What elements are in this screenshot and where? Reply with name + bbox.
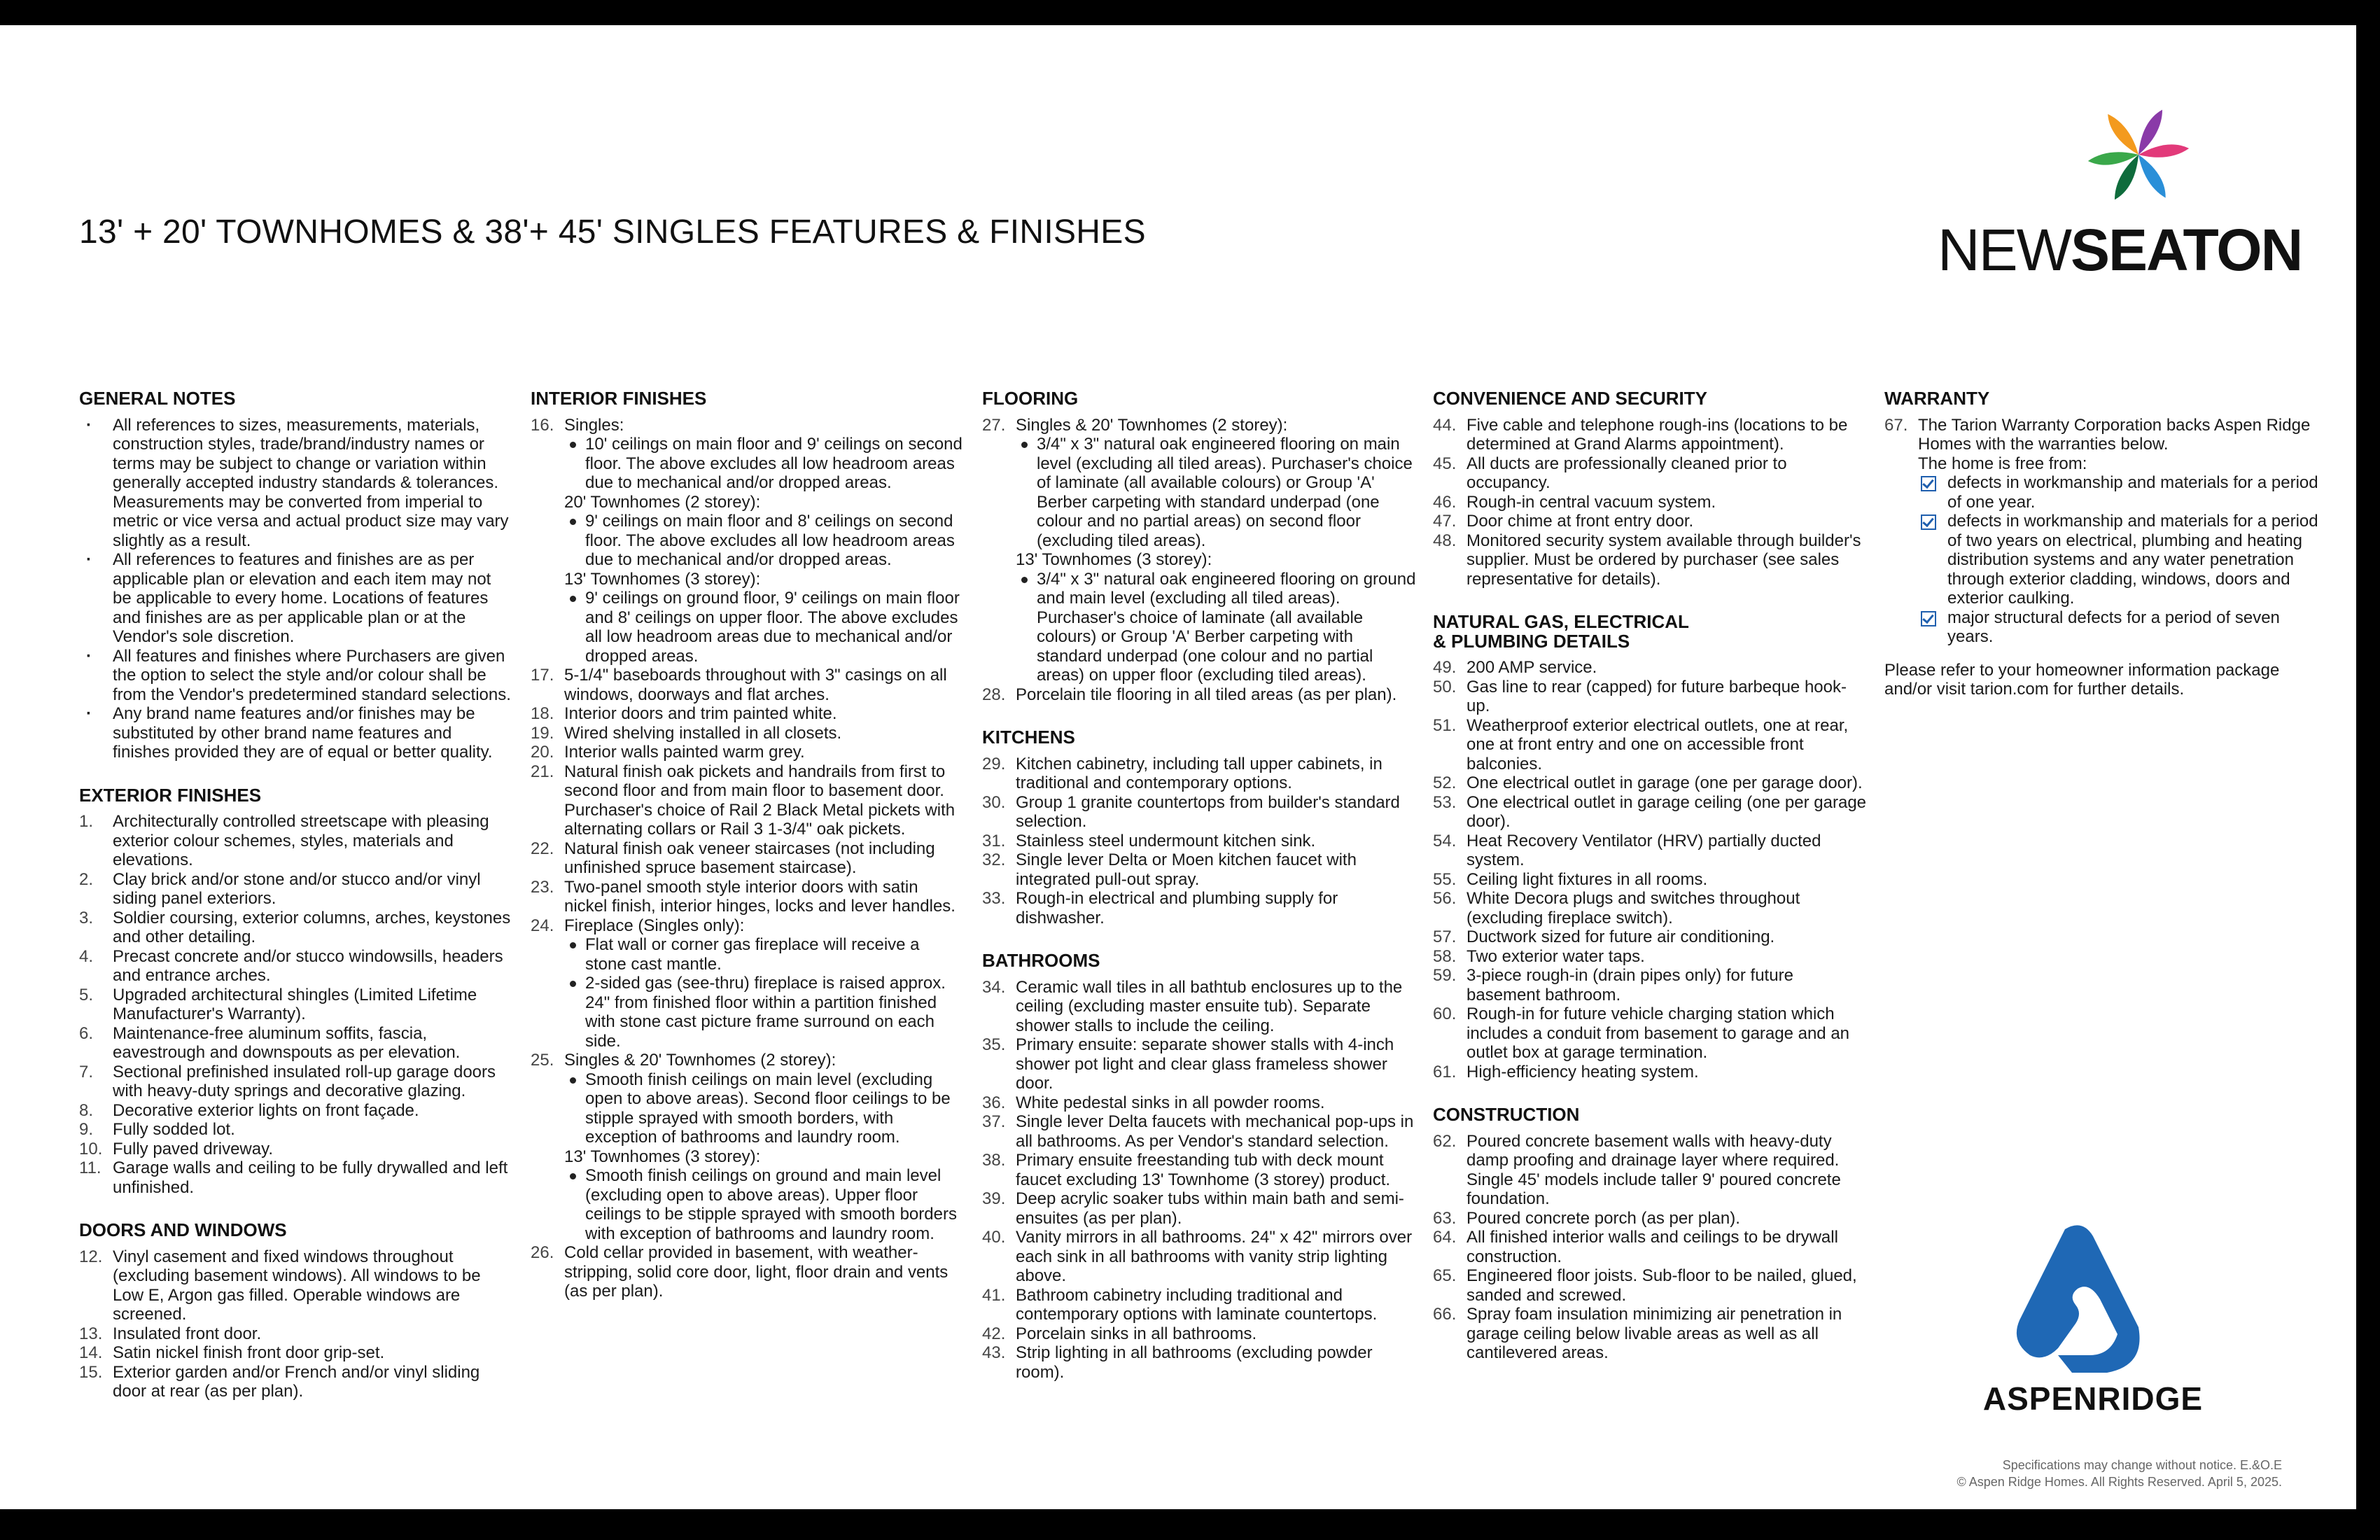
section-bathrooms — [982, 951, 1416, 1382]
section-exterior-finishes — [79, 786, 513, 1198]
list-item — [79, 1363, 513, 1401]
list-item — [1884, 416, 2318, 454]
section-convenience-security — [1433, 389, 1867, 589]
list-item — [531, 704, 965, 724]
item-number: 7. — [79, 1062, 94, 1082]
item-number: 30. — [982, 792, 1006, 812]
sub-heading: 13' Townhomes (3 storey): — [1016, 550, 1212, 569]
list-item — [1433, 889, 1867, 927]
column-1 — [79, 389, 513, 1425]
sub-item: 3/4" x 3" natural oak engineered flooring on main level (excluding all tiled areas). Purchaser's choice of laminate (all available colours) or Group 'A' Berber carpeting with standard underpad (one colour and no partial areas) on second floor (excluding tiled areas). — [982, 435, 1416, 550]
brand-prefix: NEW — [1938, 217, 2071, 283]
item-number: 12. — [79, 1247, 103, 1266]
item-number: 33. — [982, 889, 1006, 908]
item-number: 26. — [531, 1243, 554, 1262]
item-text: Single lever Delta faucets with mechanical pop-ups in all bathrooms. As per Vendor's standard selection. — [1016, 1112, 1414, 1151]
item-text: Interior doors and trim painted white. — [564, 704, 837, 723]
column-4 — [1433, 389, 1867, 1387]
item-text: Vanity mirrors in all bathrooms. 24" x 42" mirrors over each sink in all bathrooms with vanity strip lighting above. — [1016, 1228, 1413, 1285]
sub-heading: 20' Townhomes (2 storey): — [564, 492, 761, 512]
item-text: Architecturally controlled streetscape with pleasing exterior colour schemes, styles, materials and elevations. — [113, 812, 489, 869]
item-text: Primary ensuite: separate shower stalls with 4-inch shower pot light and clear glass frameless shower door. — [1016, 1035, 1394, 1093]
list-item — [531, 1243, 965, 1301]
item-number: 36. — [982, 1093, 1006, 1112]
list-item — [1433, 966, 1867, 1004]
list-item — [79, 1101, 513, 1121]
item-text: Singles: — [564, 415, 624, 435]
item-number: 31. — [982, 831, 1006, 850]
sub-heading: 13' Townhomes (3 storey): — [564, 569, 761, 589]
list-item — [1433, 416, 1867, 454]
item-text: Poured concrete basement walls with heavy-duty damp proofing and drainage layer where required. Single 45' models include taller 9' poured concrete foundation. — [1466, 1131, 1841, 1208]
checkbox-icon — [1921, 476, 1936, 491]
section-construction — [1433, 1105, 1867, 1363]
list-item — [982, 1324, 1416, 1344]
section-title: CONVENIENCE AND SECURITY — [1433, 388, 1707, 409]
list-item — [79, 1024, 513, 1063]
checkbox-icon — [1921, 611, 1936, 626]
item-text: Strip lighting in all bathrooms (excluding powder room). — [1016, 1343, 1373, 1382]
section-title-line2: & PLUMBING DETAILS — [1433, 630, 1630, 652]
item-text: Vinyl casement and fixed windows throughout (excluding basement windows). All windows to be Low E, Argon gas filled. Operable windows are screened. — [113, 1247, 481, 1324]
item-number: 3. — [79, 908, 94, 927]
footer-disclaimer — [1792, 1457, 2282, 1490]
list-item — [982, 1151, 1416, 1189]
item-text: Monitored security system available through builder's supplier. Must be ordered by purchaser (see sales representative for details). — [1466, 531, 1861, 589]
list-item — [531, 839, 965, 878]
item-text: Garage walls and ceiling to be fully drywalled and left unfinished. — [113, 1158, 508, 1197]
item-number: 65. — [1433, 1266, 1457, 1285]
list-item — [982, 1112, 1416, 1151]
checklist-text: defects in workmanship and materials for a period of two years on electrical, plumbing and heating distribution systems and any water penetration through exterior cladding, windows, doors and exterior caulking. — [1947, 512, 2318, 608]
item-number: 50. — [1433, 677, 1457, 696]
item-text: Engineered floor joists. Sub-floor to be nailed, glued, sanded and screwed. — [1466, 1266, 1857, 1305]
page-title: 13' + 20' TOWNHOMES & 38'+ 45' SINGLES FEATURES & FINISHES — [79, 214, 1146, 251]
item-number: 2. — [79, 869, 94, 889]
item-number: 43. — [982, 1343, 1006, 1362]
item-text: All ducts are professionally cleaned prior to occupancy. — [1466, 454, 1787, 492]
item-text: Singles & 20' Townhomes (2 storey): — [1016, 415, 1288, 435]
pinwheel-icon — [2087, 106, 2190, 203]
item-number: 5. — [79, 985, 94, 1004]
section-title: EXTERIOR FINISHES — [79, 784, 262, 806]
section-general-notes — [79, 389, 513, 762]
column-3 — [982, 389, 1416, 1406]
sub-item: Smooth finish ceilings on main level (excluding open to above areas). Second floor ceilings to be stipple sprayed with smooth borders, with exception of bathrooms and laundry room. — [531, 1070, 965, 1147]
list-item — [531, 1051, 965, 1070]
item-number: 28. — [982, 685, 1006, 704]
item-number: 39. — [982, 1189, 1006, 1208]
item-number: 49. — [1433, 658, 1457, 677]
checklist-item — [1884, 608, 2318, 647]
item-number: 67. — [1884, 415, 1908, 435]
list-item — [79, 1343, 513, 1363]
item-text: Spray foam insulation minimizing air penetration in garage ceiling below livable areas as well as all cantilevered areas. — [1466, 1305, 1842, 1362]
item-text: Ceramic wall tiles in all bathtub enclosures up to the ceiling (excluding master ensuite tub). Separate shower stalls to include the ceiling. — [1016, 977, 1403, 1035]
item-number: 4. — [79, 946, 94, 966]
sub-item: Flat wall or corner gas fireplace will receive a stone cast mantle. — [531, 935, 965, 974]
item-number: 59. — [1433, 966, 1457, 985]
list-item — [79, 986, 513, 1024]
sub-item: 9' ceilings on ground floor, 9' ceilings on main floor and 8' ceilings on upper floor. The above excludes all low headroom areas due to mechanical and/or dropped areas. — [531, 589, 965, 666]
list-item — [1433, 678, 1867, 716]
list-item — [982, 1189, 1416, 1228]
item-text: Single lever Delta or Moen kitchen faucet with integrated pull-out spray. — [1016, 850, 1357, 889]
list-item — [1433, 947, 1867, 967]
item-text: Five cable and telephone rough-ins (locations to be determined at Grand Alarms appointment). — [1466, 415, 1848, 454]
item-number: 53. — [1433, 792, 1457, 812]
item-text: Singles & 20' Townhomes (2 storey): — [564, 1051, 836, 1070]
item-number: 45. — [1433, 454, 1457, 473]
list-item — [982, 755, 1416, 793]
list-item — [531, 916, 965, 936]
item-text: Two-panel smooth style interior doors with satin nickel finish, interior hinges, locks and lever handles. — [564, 877, 955, 916]
checklist-text: major structural defects for a period of seven years. — [1947, 608, 2280, 646]
item-text: Group 1 granite countertops from builder's standard selection. — [1016, 792, 1400, 831]
item-text: Ceiling light fixtures in all rooms. — [1466, 869, 1708, 889]
list-item — [982, 889, 1416, 927]
sub-heading: 13' Townhomes (3 storey): — [564, 1147, 761, 1166]
item-text: 3-piece rough-in (drain pipes only) for future basement bathroom. — [1466, 966, 1793, 1004]
list-item — [982, 1228, 1416, 1286]
footer-line-2: © Aspen Ridge Homes. All Rights Reserved. April 5, 2025. — [1956, 1475, 2282, 1489]
list-item — [79, 812, 513, 870]
item-number: 9. — [79, 1120, 94, 1139]
item-number: 11. — [79, 1158, 102, 1177]
list-item — [531, 666, 965, 704]
list-item: · Any brand name features and/or finishes may be substituted by other brand name features and finishes provided they are of equal or better quality. — [79, 704, 513, 762]
item-number: 16. — [531, 415, 554, 435]
item-text: Natural finish oak veneer staircases (not including unfinished spruce basement staircase). — [564, 839, 935, 877]
list-item — [982, 832, 1416, 851]
section-title-line1: NATURAL GAS, ELECTRICAL — [1433, 611, 1689, 632]
list-item — [1433, 716, 1867, 774]
item-text: One electrical outlet in garage ceiling (one per garage door). — [1466, 792, 1867, 831]
list-item — [79, 1247, 513, 1324]
list-item — [531, 743, 965, 762]
item-number: 55. — [1433, 869, 1457, 889]
item-number: 17. — [531, 666, 554, 685]
item-number: 42. — [982, 1324, 1006, 1343]
item-number: 56. — [1433, 889, 1457, 908]
sub-item: 2-sided gas (see-thru) fireplace is raised approx. 24" from finished floor within a partition finished with stone cast picture frame surround on each side. — [531, 974, 965, 1051]
list-item — [1433, 832, 1867, 870]
item-text: Rough-in electrical and plumbing supply for dishwasher. — [1016, 889, 1338, 927]
item-text: Upgraded architectural shingles (Limited Lifetime Manufacturer's Warranty). — [113, 985, 477, 1023]
list-item — [982, 1286, 1416, 1324]
section-title: CONSTRUCTION — [1433, 1104, 1580, 1125]
builder-name: ASPENRIDGE — [1982, 1380, 2204, 1417]
item-text: High-efficiency heating system. — [1466, 1062, 1699, 1082]
item-text: Cold cellar provided in basement, with weather-stripping, solid core door, light, floor drain and vents (as per plan). — [564, 1243, 948, 1301]
section-title: FLOORING — [982, 388, 1079, 409]
item-text: One electrical outlet in garage (one per garage door). — [1466, 774, 1863, 792]
brand-suffix: SEATON — [2070, 217, 2302, 283]
item-number: 13. — [79, 1324, 103, 1343]
item-number: 35. — [982, 1035, 1006, 1054]
item-number: 24. — [531, 916, 554, 935]
list-item — [79, 1063, 513, 1101]
checkbox-icon — [1921, 514, 1936, 530]
item-number: 1. — [79, 812, 94, 831]
section-warranty — [1884, 389, 2318, 699]
item-number: 32. — [982, 850, 1006, 869]
item-text: Two exterior water taps. — [1466, 946, 1645, 966]
item-text: Precast concrete and/or stucco windowsills, headers and entrance arches. — [113, 946, 503, 985]
item-number: 21. — [531, 762, 554, 781]
item-number: 48. — [1433, 531, 1457, 550]
item-text: Rough-in central vacuum system. — [1466, 492, 1716, 512]
item-number: 19. — [531, 723, 554, 743]
sub-item: 10' ceilings on main floor and 9' ceilings on second floor. The above excludes all low headroom areas due to mechanical and/or dropped areas. — [531, 435, 965, 493]
section-title: DOORS AND WINDOWS — [79, 1219, 287, 1240]
item-text: Poured concrete porch (as per plan). — [1466, 1208, 1740, 1228]
item-number: 10. — [79, 1139, 103, 1158]
item-text: Rough-in for future vehicle charging station which includes a conduit from basement to garage and an outlet box at garage termination. — [1466, 1004, 1850, 1062]
item-number: 29. — [982, 754, 1006, 774]
item-number: 14. — [79, 1343, 103, 1362]
item-text: Soldier coursing, exterior columns, arches, keystones and other detailing. — [113, 908, 511, 946]
item-text: Weatherproof exterior electrical outlets, one at rear, one at front entry and one on accessible front balconies. — [1466, 715, 1849, 774]
section-kitchens — [982, 728, 1416, 927]
list-item — [79, 1120, 513, 1140]
list-item — [79, 1324, 513, 1344]
section-title: BATHROOMS — [982, 950, 1100, 971]
item-number: 51. — [1433, 715, 1457, 735]
item-text: Door chime at front entry door. — [1466, 512, 1694, 531]
item-text: The Tarion Warranty Corporation backs Aspen Ridge Homes with the warranties below. — [1918, 415, 2311, 454]
item-text: Maintenance-free aluminum soffits, fascia, eavestrough and downspouts as per elevation. — [113, 1023, 461, 1062]
section-title: WARRANTY — [1884, 388, 1990, 409]
list-item — [1433, 531, 1867, 589]
item-number: 60. — [1433, 1004, 1457, 1023]
list-item — [982, 793, 1416, 832]
list-item — [79, 1158, 513, 1197]
list-item — [79, 947, 513, 986]
item-number: 58. — [1433, 946, 1457, 966]
sub-item: 3/4" x 3" natural oak engineered flooring on ground and main level (excluding all tiled areas). Purchaser's choice of laminate (all available colours) or Group 'A' Berber carpeting with standard underpad (one colour and no partial areas) on upper floor (excluding tiled areas). — [982, 570, 1416, 685]
list-item: · All references to sizes, measurements, materials, construction styles, trade/brand/industry names or terms may be subject to change or variation within generally accepted industry standards & tolerances. Measurements may be converted from imperial to metric or vice versa and actual product size may vary slightly as a result. — [79, 416, 513, 551]
list-item — [982, 978, 1416, 1036]
list-item — [1433, 1004, 1867, 1063]
list-item — [982, 685, 1416, 705]
list-item: · All features and finishes where Purchasers are given the option to select the style and/or colour shall be from the Vendor's predetermined standard selections. — [79, 647, 513, 705]
list-item — [1433, 793, 1867, 832]
list-item — [1433, 774, 1867, 793]
item-text: Clay brick and/or stone and/or stucco and/or vinyl siding panel exteriors. — [113, 869, 481, 908]
list-item — [531, 762, 965, 839]
section-flooring — [982, 389, 1416, 704]
item-number: 47. — [1433, 512, 1457, 531]
item-number: 52. — [1433, 774, 1457, 792]
item-text: Ductwork sized for future air conditioning. — [1466, 927, 1775, 946]
list-item — [1433, 1305, 1867, 1363]
aspenridge-mark-icon — [2017, 1225, 2140, 1373]
item-text: Interior walls painted warm grey. — [564, 743, 805, 762]
item-text: Exterior garden and/or French and/or vinyl sliding door at rear (as per plan). — [113, 1362, 480, 1401]
item-text: Decorative exterior lights on front façade. — [113, 1100, 419, 1120]
list-item — [982, 1035, 1416, 1093]
sub-item: Smooth finish ceilings on ground and main level (excluding open to above areas). Upper floor ceilings to be stipple sprayed with smooth borders with exception of bathrooms and laundry room. — [531, 1166, 965, 1243]
item-text: White Decora plugs and switches throughout (excluding fireplace switch). — [1466, 889, 1800, 927]
item-text: Wired shelving installed in all closets. — [564, 723, 842, 743]
list-item — [1433, 512, 1867, 531]
item-number: 18. — [531, 704, 554, 723]
item-text: 5-1/4" baseboards throughout with 3" casings on all windows, doorways and flat arches. — [564, 666, 947, 704]
section-title: KITCHENS — [982, 727, 1075, 748]
item-number: 64. — [1433, 1228, 1457, 1247]
item-number: 8. — [79, 1100, 94, 1120]
list-item — [982, 850, 1416, 889]
item-number: 66. — [1433, 1305, 1457, 1324]
checklist-item — [1884, 473, 2318, 512]
section-interior-finishes — [531, 389, 965, 1301]
section-gas-electrical-plumbing — [1433, 612, 1867, 1082]
item-number: 40. — [982, 1228, 1006, 1247]
column-2 — [531, 389, 965, 1325]
item-number: 62. — [1433, 1131, 1457, 1151]
item-number: 57. — [1433, 927, 1457, 946]
item-text: Insulated front door. — [113, 1324, 262, 1343]
list-item — [1433, 1228, 1867, 1266]
section-title: INTERIOR FINISHES — [531, 388, 707, 409]
item-text: Fully sodded lot. — [113, 1120, 235, 1139]
item-number: 37. — [982, 1112, 1006, 1131]
list-item — [1433, 493, 1867, 512]
sub-item: 9' ceilings on main floor and 8' ceilings on second floor. The above excludes all low headroom areas due to mechanical and/or dropped areas. — [531, 512, 965, 570]
section-title — [1433, 612, 1867, 632]
item-text: Fully paved driveway. — [113, 1139, 273, 1158]
list-item — [531, 878, 965, 916]
item-number: 41. — [982, 1285, 1006, 1305]
item-text: Stainless steel undermount kitchen sink. — [1016, 831, 1316, 850]
item-number: 61. — [1433, 1062, 1457, 1082]
item-text: White pedestal sinks in all powder rooms. — [1016, 1093, 1325, 1112]
aspenridge-logo — [1953, 1222, 2233, 1425]
item-text: Deep acrylic soaker tubs within main bath and semi-ensuites (as per plan). — [1016, 1189, 1404, 1228]
list-item — [531, 724, 965, 743]
item-text: Gas line to rear (capped) for future barbeque hook-up. — [1466, 677, 1847, 715]
list-item — [1433, 927, 1867, 947]
list-item — [79, 1140, 513, 1159]
spec-sheet — [0, 25, 2356, 1509]
item-text: Bathroom cabinetry including traditional and contemporary options with laminate countertops. — [1016, 1285, 1378, 1324]
item-number: 22. — [531, 839, 554, 858]
item-number: 63. — [1433, 1208, 1457, 1228]
list-item — [982, 1343, 1416, 1382]
item-number: 54. — [1433, 831, 1457, 850]
list-item — [1433, 1132, 1867, 1209]
item-number: 44. — [1433, 415, 1457, 435]
list-item — [1433, 1209, 1867, 1228]
list-item — [982, 416, 1416, 435]
item-number: 38. — [982, 1151, 1006, 1170]
list-item — [1433, 1063, 1867, 1082]
checklist-item — [1884, 512, 2318, 608]
list-item — [1433, 1266, 1867, 1305]
list-item — [1433, 658, 1867, 678]
item-text: Primary ensuite freestanding tub with deck mount faucet excluding 13' Townhome (3 storey) product. — [1016, 1151, 1391, 1189]
item-text: Porcelain sinks in all bathrooms. — [1016, 1324, 1257, 1343]
item-text: 200 AMP service. — [1466, 658, 1597, 677]
item-number: 15. — [79, 1362, 103, 1382]
item-number: 20. — [531, 743, 554, 762]
item-number: 46. — [1433, 492, 1457, 512]
item-number: 6. — [79, 1023, 94, 1043]
item-text: Sectional prefinished insulated roll-up garage doors with heavy-duty springs and decorative glazing. — [113, 1062, 496, 1100]
item-number: 34. — [982, 977, 1006, 997]
section-title: GENERAL NOTES — [79, 388, 236, 409]
item-text: Fireplace (Singles only): — [564, 916, 745, 935]
item-number: 23. — [531, 877, 554, 897]
item-number: 27. — [982, 415, 1006, 435]
warranty-intro: The home is free from: — [1918, 454, 2087, 473]
item-text: Kitchen cabinetry, including tall upper cabinets, in traditional and contemporary options. — [1016, 754, 1382, 792]
item-text: Natural finish oak pickets and handrails from first to second floor and from main floor to basement door. Purchaser's choice of Rail 2 Black Metal pickets with alternating collars or Rail 3 1-3/4" oak pickets. — [564, 762, 955, 839]
list-item — [79, 870, 513, 909]
svg-text:NEWSEATON — [1938, 217, 2302, 283]
list-item — [531, 416, 965, 435]
item-text: Satin nickel finish front door grip-set. — [113, 1343, 385, 1362]
list-item — [79, 909, 513, 947]
list-item — [1433, 870, 1867, 890]
footer-line-1: Specifications may change without notice. E.&O.E — [2002, 1458, 2282, 1472]
item-text: All finished interior walls and ceilings to be drywall construction. — [1466, 1228, 1838, 1266]
column-5 — [1884, 389, 2318, 723]
list-item: · All references to features and finishes are as per applicable plan or elevation and each item may not be applicable to every home. Locations of features and finishes are as per applicable plan or at the Vendor's sole discretion. — [79, 550, 513, 647]
checklist-text: defects in workmanship and materials for a period of one year. — [1947, 473, 2318, 512]
newseaton-logo — [1925, 67, 2310, 291]
section-doors-windows — [79, 1221, 513, 1401]
warranty-note: Please refer to your homeowner information package and/or visit tarion.com for further details. — [1884, 660, 2280, 699]
item-number: 25. — [531, 1051, 554, 1070]
list-item — [1433, 454, 1867, 493]
item-text: Porcelain tile flooring in all tiled areas (as per plan). — [1016, 685, 1397, 704]
item-text: Heat Recovery Ventilator (HRV) partially ducted system. — [1466, 831, 1821, 869]
list-item — [982, 1093, 1416, 1113]
